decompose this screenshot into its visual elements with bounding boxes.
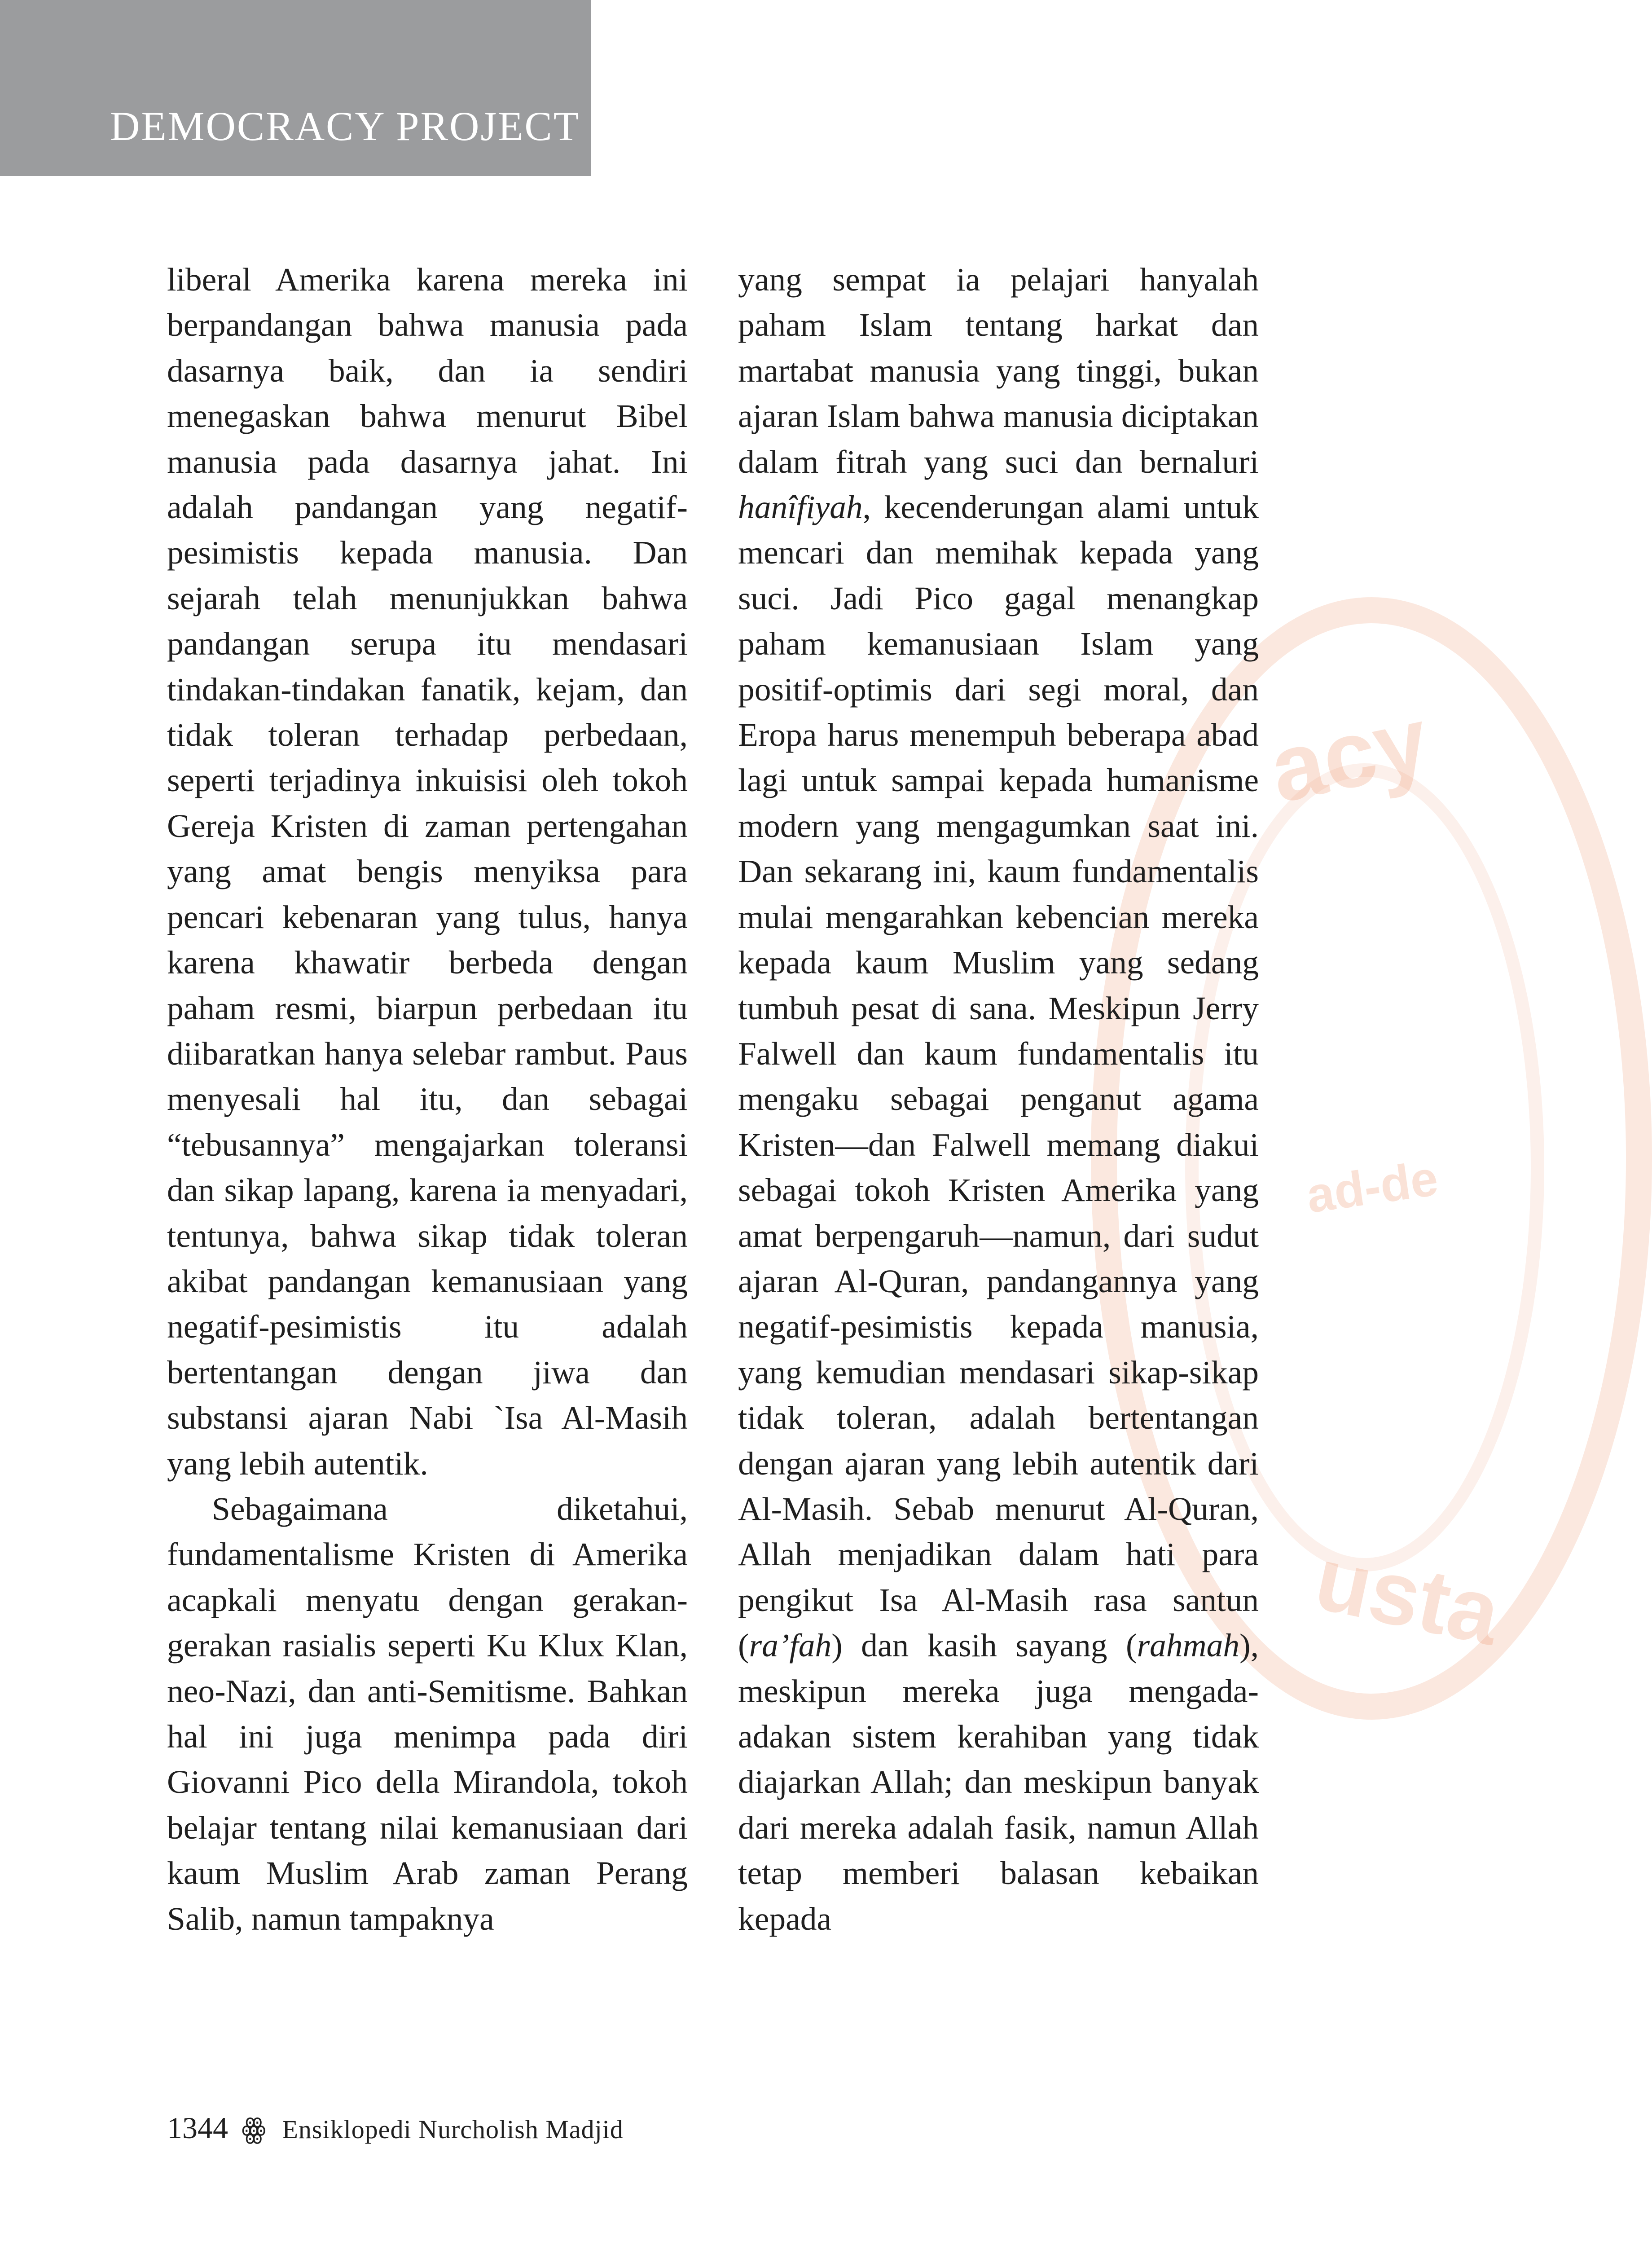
term-hanifiyah: hanîfiyah (738, 489, 863, 526)
quoted-term-tebusannya: “tebusannya” (167, 1126, 345, 1163)
page-footer (167, 2110, 624, 2146)
watermark-stamp-text-bottom: usta (1307, 1527, 1509, 1664)
paragraph-3-part-a: yang sempat ia pelajari hanyalah paham Islam tentang harkat dan martabat manusia yang tinggi, bukan ajaran Islam bahwa manusia diciptakan dalam fitrah yang suci dan bernaluri (738, 261, 1259, 480)
paragraph-3-part-c: ) dan kasih sayang ( (831, 1627, 1137, 1664)
running-footer-title: Ensiklopedi Nurcholish Madjid (282, 2115, 624, 2144)
term-rafah: ra’fah (749, 1627, 832, 1664)
paragraph-3-part-d: ), meskipun mereka juga mengada-adakan sistem kerahiban yang tidak diajarkan Allah; dan meskipun banyak dari mereka adalah fasik, namun Allah tetap memberi balasan kebaikan kepada (738, 1627, 1259, 1937)
ornament-icon: ꙮ (242, 2114, 266, 2144)
running-header-label: DEMOCRACY PROJECT (110, 103, 580, 149)
paragraph-1-part-a: liberal Amerika karena mereka ini berpandangan bahwa manusia pada dasarnya baik, dan ia sendiri menegaskan bahwa menurut Bibel manusia pada dasarnya jahat. Ini adalah pandangan yang negatif-pesimistis kepada manusia. Dan sejarah telah menunjukkan bahwa pandangan serupa itu mendasari tindakan-tindakan fanatik, kejam, dan tidak toleran terhadap perbedaan, seperti terjadinya inkuisisi oleh tokoh Gereja Kristen di zaman pertengahan yang amat bengis menyiksa para pencari kebenaran yang tulus, hanya karena khawatir berbeda dengan paham resmi, biarpun perbedaan itu diibaratkan hanya selebar rambut. Paus menyesali hal itu, dan sebagai (167, 261, 688, 1118)
paragraph-2: Sebagaimana diketahui, fundamentalisme Kristen di Amerika acapkali menyatu dengan gerakan-gerakan rasialis seperti Ku Klux Klan, neo-Nazi, dan anti-Semitisme. Bahkan hal ini juga menimpa pada diri Giovanni Pico della Mirandola, tokoh belajar tentang nilai kemanusiaan dari kaum Muslim Arab zaman Perang Salib, namun tampaknya (167, 1490, 688, 1937)
right-text-column (738, 257, 1259, 1941)
page-number: 1344 (167, 2111, 228, 2145)
paragraph-1-part-b: mengajarkan toleransi dan sikap lapang, karena ia menyadari, tentunya, bahwa sikap tidak toleran akibat pandangan kemanusiaan yang negatif-pesimistis itu adalah bertentangan dengan jiwa dan substansi ajaran Nabi `Isa Al-Masih yang lebih autentik. (167, 1126, 688, 1482)
paragraph-3 (738, 257, 1259, 1941)
paragraph-1 (167, 257, 688, 1486)
watermark-stamp-text-middle: ad-de (1303, 1150, 1441, 1224)
term-rahmah: rahmah (1137, 1627, 1240, 1664)
paragraph-3-part-b: , kecenderungan alami untuk mencari dan memihak kepada yang suci. Jadi Pico gagal menangkap paham kemanusiaan Islam yang positif-optimis dari segi moral, dan Eropa harus menempuh beberapa abad lagi untuk sampai kepada humanisme modern yang mengagumkan saat ini. Dan sekarang ini, kaum fundamentalis mulai mengarahkan kebencian mereka kepada kaum Muslim yang sedang tumbuh pesat di sana. Meskipun Jerry Falwell dan kaum fundamentalis itu mengaku sebagai penganut agama Kristen—dan Falwell memang diakui sebagai tokoh Kristen Amerika yang amat berpengaruh—namun, dari sudut ajaran Al-Quran, pandangannya yang negatif-pesimistis kepada manusia, yang kemudian mendasari sikap-sikap tidak toleran, adalah bertentangan dengan ajaran yang lebih autentik dari Al-Masih. Sebab menurut Al-Quran, Allah menjadikan dalam hati para pengikut Isa Al-Masih rasa santun ( (738, 489, 1259, 1664)
left-text-column (167, 257, 688, 1941)
watermark-stamp-text-top: acy (1261, 687, 1437, 823)
